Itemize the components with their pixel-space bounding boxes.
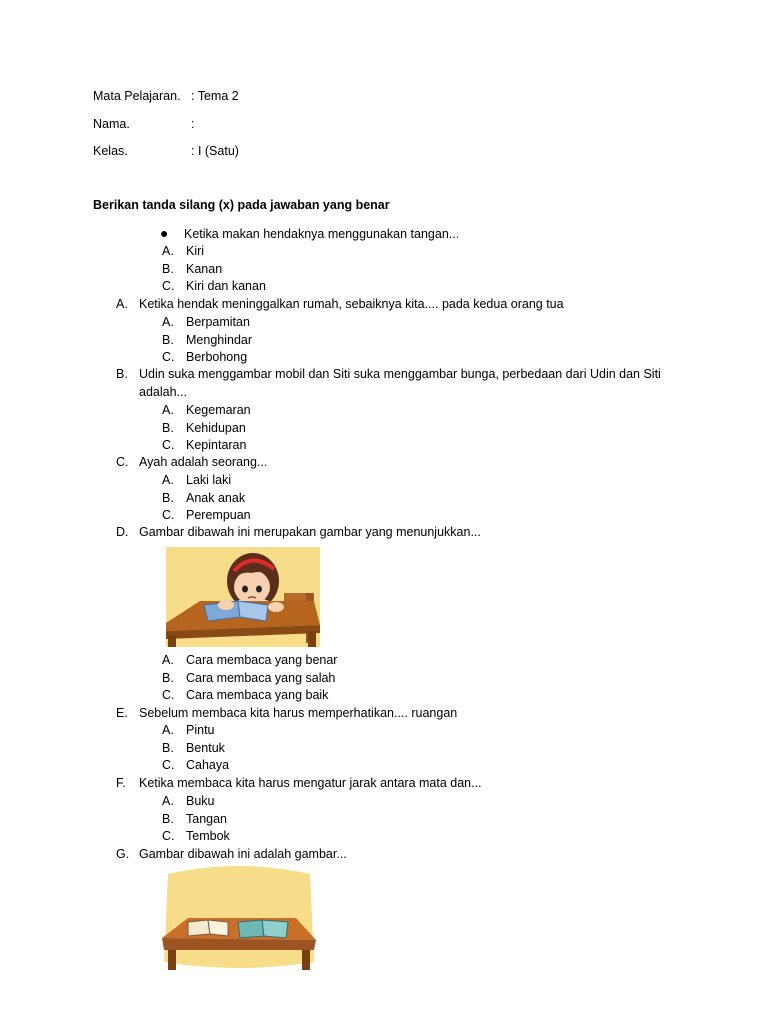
subject-value: : Tema 2	[191, 89, 239, 103]
question-c: C. Ayah adalah seorang...	[116, 455, 268, 469]
name-row	[93, 116, 194, 134]
books-on-table-picture	[158, 864, 320, 974]
question-bullet	[160, 225, 459, 244]
instruction: Berikan tanda silang (x) pada jawaban yang benar	[93, 198, 390, 212]
question-text: Ketika makan hendaknya menggunakan tangan...	[184, 227, 460, 241]
question-a: A. Ketika hendak meninggalkan rumah, sebaiknya kita.... pada kedua orang tua	[116, 297, 564, 311]
bullet-icon: ●	[160, 225, 169, 241]
worksheet-page: Mata Pelajaran. : Tema 2 Nama. : Kelas. : I (Satu) Berikan tanda silang (x) pada jawaban yang benar ● Ketika makan hendaknya menggunakan tangan... A. Kiri B. Kanan C. Kiri dan kanan A. Ketika hendak meninggalkan rumah, sebaiknya kita.... pada kedua orang tua A. Berpamitan B. Menghindar C. Berbohong B. Udin suka menggambar mobil dan Siti suka menggambar bunga, perbedaan dari Udin dan Siti adalah... A. Kegemaran B. Kehidupan C. Kepintaran C. Ayah adalah seorang... A. Laki laki B. Anak anak C. Perempuan D. Gambar dibawah ini merupakan gambar yang menunjukkan... A. Cara membaca yang benar B. Cara membaca yang salah C. Cara membaca yang baik E. Sebelum membaca kita harus memperhatikan.... ruangan A. Pintu B. Bentuk C. Cahaya F. Ketika membaca kita harus mengatur jarak antara mata dan... A. Buku B. Tangan C. Tembok G. Gambar dibawah ini adalah gambar...	[0, 0, 768, 1024]
subject-row	[93, 88, 239, 106]
name-value: :	[191, 117, 195, 131]
name-label: Nama.	[93, 117, 130, 131]
question-d: D. Gambar dibawah ini merupakan gambar yang menunjukkan...	[116, 525, 481, 539]
subject-label: Mata Pelajaran.	[93, 89, 181, 103]
child-reading-picture	[164, 545, 322, 649]
question-b: B. Udin suka menggambar mobil dan Siti suka menggambar bunga, perbedaan dari Udin dan Siti adalah...	[116, 367, 661, 399]
class-label: Kelas.	[93, 144, 128, 158]
class-row	[93, 143, 239, 161]
question-f: F. Ketika membaca kita harus mengatur jarak antara mata dan...	[116, 776, 482, 790]
question-e: E. Sebelum membaca kita harus memperhatikan.... ruangan	[116, 706, 458, 720]
question-g: G. Gambar dibawah ini adalah gambar...	[116, 847, 347, 861]
class-value: : I (Satu)	[191, 144, 239, 158]
